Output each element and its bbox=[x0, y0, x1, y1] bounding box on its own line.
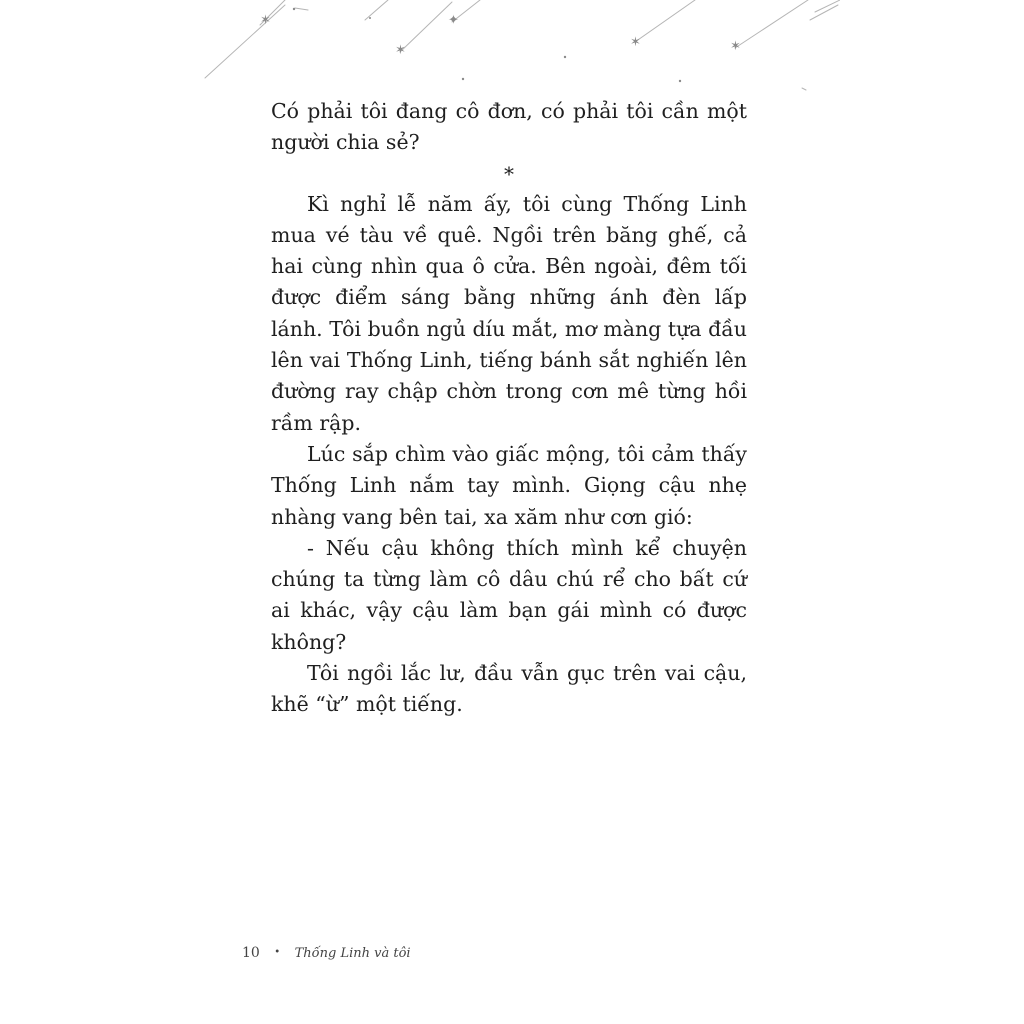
body-text bbox=[271, 96, 747, 721]
paragraph-5: Tôi ngồi lắc lư, đầu vẫn gục trên vai cậu, khẽ “ừ” một tiếng. bbox=[271, 661, 747, 717]
section-separator: * bbox=[504, 161, 514, 186]
page-footer bbox=[242, 945, 411, 961]
paragraph-1: Có phải tôi đang cô đơn, có phải tôi cần một người chia sẻ? bbox=[271, 99, 747, 155]
paragraph-3: Lúc sắp chìm vào giấc mộng, tôi cảm thấy Thống Linh nắm tay mình. Giọng cậu nhẹ nhàng vang bên tai, xa xăm như cơn gió: bbox=[271, 441, 747, 529]
footer-bullet: • bbox=[274, 947, 281, 958]
running-title: Thống Linh và tôi bbox=[294, 946, 411, 961]
svg-text:✦: ✦ bbox=[448, 13, 459, 28]
svg-text:✶: ✶ bbox=[730, 39, 741, 54]
svg-text:✶: ✶ bbox=[395, 43, 406, 58]
paragraph-4: - Nếu cậu không thích mình kể chuyện chúng ta từng làm cô dâu chú rể cho bất cứ ai khác, vậy cậu làm bạn gái mình có được không? bbox=[271, 535, 747, 654]
paragraph-2: Kì nghỉ lễ năm ấy, tôi cùng Thống Linh mua vé tàu về quê. Ngồi trên băng ghế, cả hai cùng nhìn qua ô cửa. Bên ngoài, đêm tối được điểm sáng bằng những ánh đèn lấp lánh. Tôi buồn ngủ díu mắt, mơ màng tựa đầu lên vai Thống Linh, tiếng bánh sắt nghiến lên đường ray chập chờn trong cơn mê từng hồi rầm rập. bbox=[271, 191, 747, 435]
svg-text:✶: ✶ bbox=[260, 13, 271, 28]
svg-text:✶: ✶ bbox=[630, 35, 641, 50]
page-number: 10 bbox=[242, 945, 260, 961]
shooting-stars-decoration bbox=[190, 0, 840, 95]
